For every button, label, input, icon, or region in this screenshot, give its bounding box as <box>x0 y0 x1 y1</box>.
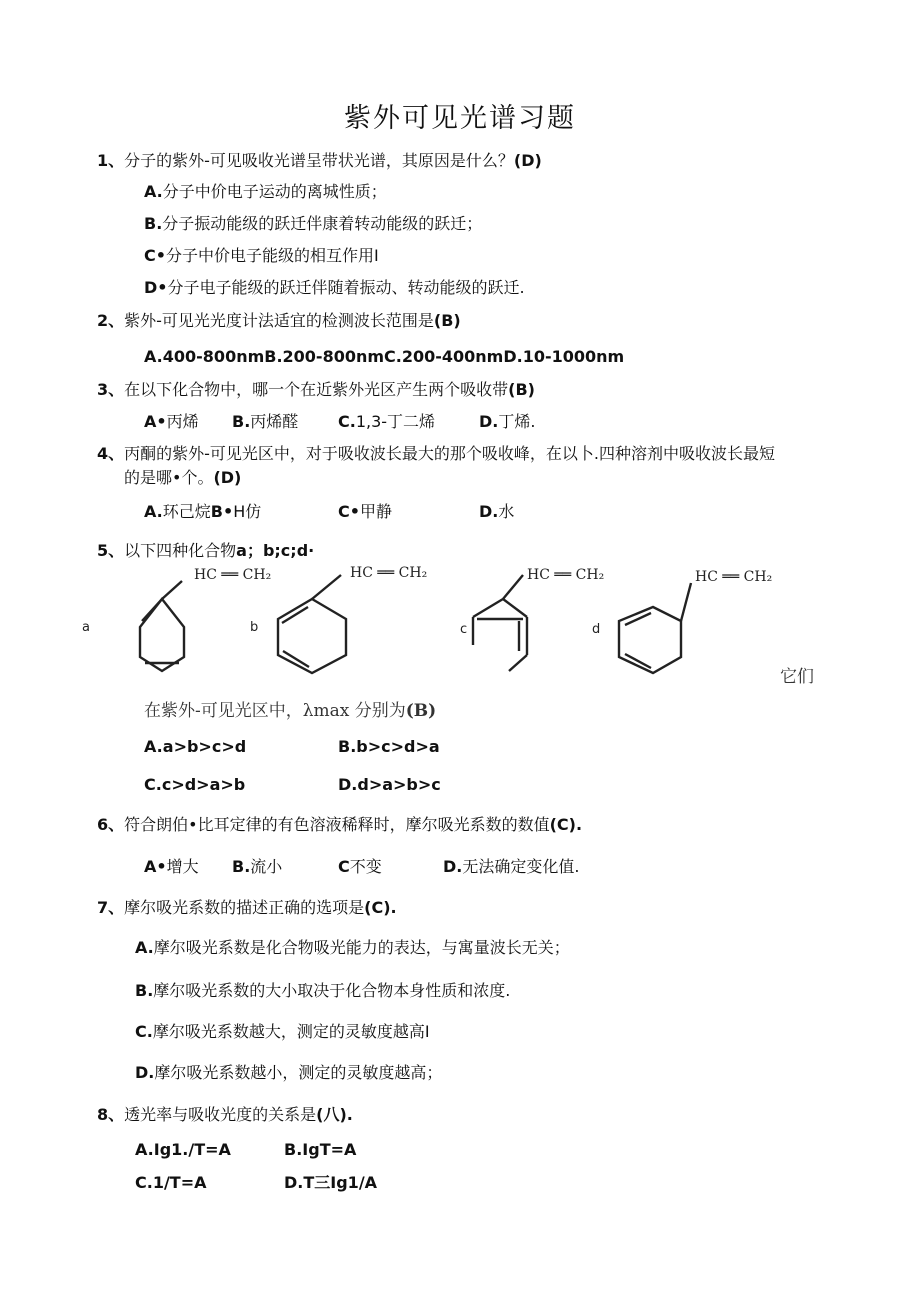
vinyl-label-d: HC ══ CH₂ <box>695 569 773 585</box>
question-5-tail: 它们 <box>780 667 814 687</box>
option-b: B.IgT=A <box>284 1140 357 1159</box>
question-5-stem: 5、以下四种化合物a；b;c;d· <box>97 541 315 560</box>
question-5-stem-line2: 在紫外-可见光区中，λmax 分别为(B) <box>144 701 437 721</box>
ring-b <box>278 599 346 673</box>
question-1-stem: 1、分子的紫外-可见吸收光谱呈带状光谱，其原因是什么？(D) <box>97 151 542 170</box>
option-c: C不变 <box>338 857 382 876</box>
compound-label-c: c <box>460 622 468 637</box>
option-b: B.摩尔吸光系数的大小取决于化合物本身性质和浓度. <box>135 981 511 1000</box>
option-d: D•分子电子能级的跃迁伴随着振动、转动能级的跃迁. <box>144 278 525 297</box>
double-bond-d1 <box>625 613 651 625</box>
option-b: B.流小 <box>232 857 283 876</box>
vinyl-label-b: HC ══ CH₂ <box>350 565 428 581</box>
question-2-options: A.400-800nmB.200-800nmC.200-400nmD.10-1000nm <box>144 347 625 366</box>
option-d: D.丁烯. <box>479 412 536 431</box>
option-c: C•甲静 <box>338 502 392 521</box>
question-4-stem: 4、丙酮的紫外-可见光区中，对于吸收波长最大的那个吸收峰，在以卜.四种溶剂中吸收波长最短 <box>97 444 776 463</box>
option-a: A•丙烯 <box>144 412 199 431</box>
option-a: A.摩尔吸光系数是化合物吸光能力的表达，与寓量波长无关； <box>135 938 570 957</box>
option-b: B.分子振动能级的跃迁伴康着转动能级的跃迁； <box>144 214 483 233</box>
question-7-stem: 7、摩尔吸光系数的描述正确的选项是(C). <box>97 898 397 917</box>
option-a: A.分子中价电子运动的离城性质； <box>144 182 387 201</box>
option-d: D.d>a>b>c <box>338 775 441 794</box>
option-d: D.水 <box>479 502 515 521</box>
option-a: A.环己烷B•H仿 <box>144 502 262 521</box>
compound-label-d: d <box>592 622 601 637</box>
vinyl-bond-b <box>312 575 341 599</box>
option-d: D.T三Ig1/A <box>284 1173 378 1192</box>
double-bond-a1 <box>142 599 162 621</box>
compound-a-structure <box>100 555 290 685</box>
question-3-stem: 3、在以下化合物中，哪一个在近紫外光区产生两个吸收带(B) <box>97 380 535 399</box>
option-d: D.无法确定变化值. <box>443 857 580 876</box>
vinyl-bond-a <box>162 581 182 599</box>
option-a: A.a>b>c>d <box>144 737 247 756</box>
ring-d <box>619 607 681 673</box>
compound-label-b: b <box>250 620 259 635</box>
compound-d-structure <box>605 555 795 685</box>
option-c: C•分子中价电子能级的相互作用I <box>144 246 379 265</box>
question-4-stem-line2: 的是哪•个。(D) <box>124 468 242 487</box>
option-c: C.摩尔吸光系数越大，测定的灵敏度越高I <box>135 1022 430 1041</box>
vinyl-bond-d <box>681 583 691 621</box>
option-b: B.b>c>d>a <box>338 737 440 756</box>
ring-a <box>140 599 184 671</box>
option-a: A•增大 <box>144 857 199 876</box>
question-6-stem: 6、符合朗伯•比耳定律的有色溶液稀释时，摩尔吸光系数的数值(C). <box>97 815 583 834</box>
vinyl-label-a: HC ══ CH₂ <box>194 567 272 583</box>
vinyl-bond-c <box>503 575 523 599</box>
question-2-stem: 2、紫外-可见光光度计法适宜的检测波长范围是(B) <box>97 311 461 330</box>
option-a: A.Ig1./T=A <box>135 1140 231 1159</box>
option-c: C.1/T=A <box>135 1173 207 1192</box>
compound-b-structure <box>265 555 455 685</box>
option-b: B.丙烯醛 <box>232 412 299 431</box>
option-d: D.摩尔吸光系数越小，测定的灵敏度越高； <box>135 1063 443 1082</box>
option-c: C.1,3-丁二烯 <box>338 412 436 431</box>
option-c: C.c>d>a>b <box>144 775 246 794</box>
question-8-stem: 8、透光率与吸收光度的关系是(八). <box>97 1105 353 1124</box>
page-title: 紫外可见光谱习题 <box>344 103 576 134</box>
vinyl-label-c: HC ══ CH₂ <box>527 567 605 583</box>
compound-label-a: a <box>82 620 90 635</box>
